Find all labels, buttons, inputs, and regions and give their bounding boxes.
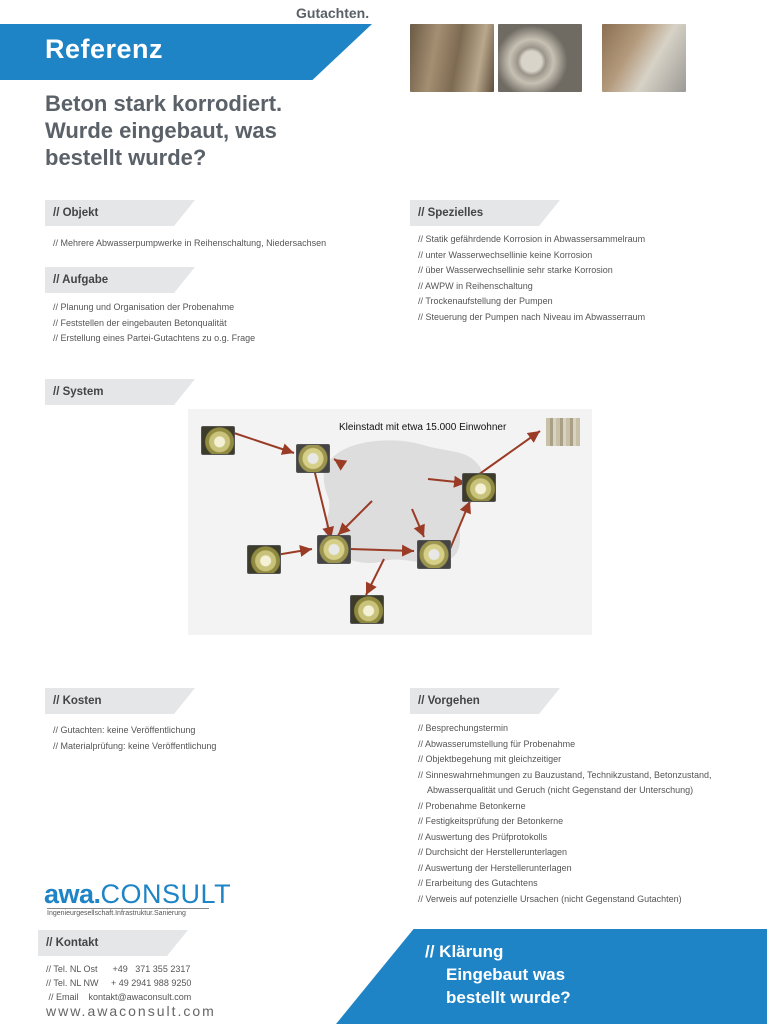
headline-line-2: Wurde eingebaut, was xyxy=(45,118,277,143)
kontakt-title: // Kontakt xyxy=(46,937,99,949)
list-item: // Steuerung der Pumpen nach Niveau im Abwasserraum xyxy=(418,311,646,322)
list-item: // Planung und Organisation der Probenahme xyxy=(53,302,235,312)
headline-line-3: bestellt wurde? xyxy=(45,145,207,170)
aufgabe-list xyxy=(53,300,255,347)
aufgabe-title: // Aufgabe xyxy=(53,274,109,286)
flow-arrow xyxy=(478,431,540,475)
list-item: // Auswertung des Prüfprotokolls xyxy=(418,831,548,842)
cta-line-2: Eingebaut was xyxy=(446,965,566,984)
vorgehen-list xyxy=(418,721,712,907)
contact-phone-nw[interactable]: // Tel. NL NW + 49 2941 988 9250 xyxy=(46,978,192,988)
list-item: // unter Wasserwechsellinie keine Korrosion xyxy=(418,249,593,260)
website-link[interactable]: www.awaconsult.com xyxy=(46,1003,216,1019)
contact-email[interactable]: // Email kontakt@awaconsult.com xyxy=(46,992,192,1002)
pump-station-photo xyxy=(602,24,686,92)
list-item: // Durchsicht der Herstellerunterlagen xyxy=(418,847,568,857)
pump-station-node xyxy=(462,473,496,502)
pump-station-node xyxy=(317,535,351,564)
list-item: // Verweis auf potenzielle Ursachen (nicht Gegenstand Gutachten) xyxy=(418,893,682,904)
cta-line-1: // Klärung xyxy=(425,942,504,961)
list-item: // Feststellen der eingebauten Betonqualität xyxy=(53,317,227,328)
headline-line-1: Beton stark korrodiert. xyxy=(45,91,283,116)
cta-text xyxy=(425,940,571,1009)
kosten-title: // Kosten xyxy=(53,695,102,707)
pump-station-node xyxy=(350,595,384,624)
flow-arrow xyxy=(234,433,294,453)
list-item: // Festigkeitsprüfung der Betonkerne xyxy=(418,816,564,826)
pump-station-node xyxy=(417,540,451,569)
spezielles-list xyxy=(418,232,645,325)
contact-details xyxy=(46,962,191,1004)
list-item: // Gutachten: keine Veröffentlichung xyxy=(53,725,196,735)
vorgehen-title: // Vorgehen xyxy=(418,695,480,707)
spezielles-title: // Spezielles xyxy=(418,207,484,219)
system-title: // System xyxy=(53,386,104,398)
kosten-list xyxy=(53,723,216,754)
list-item: // Mehrere Abwasserpumpwerke in Reihenschaltung, Niedersachsen xyxy=(53,238,327,248)
list-item: // AWPW in Reihenschaltung xyxy=(418,280,533,291)
list-item: // Materialprüfung: keine Veröffentlichung xyxy=(53,740,217,751)
contact-phone-ost[interactable]: // Tel. NL Ost +49 371 355 2317 xyxy=(46,964,191,974)
pump-station-node xyxy=(247,545,281,574)
company-logo xyxy=(44,879,231,910)
diagram-caption: Kleinstadt mit etwa 15.000 Einwohner xyxy=(339,422,507,433)
list-item: // Auswertung der Herstellerunterlagen xyxy=(418,862,572,873)
list-item: Abwasserqualität und Geruch (nicht Gegenstand der Unterschung) xyxy=(427,785,694,795)
page-title: Referenz xyxy=(45,34,164,64)
flow-arrow xyxy=(366,559,384,595)
treatment-plant-photo xyxy=(546,418,580,446)
objekt-title: // Objekt xyxy=(53,207,99,219)
system-diagram xyxy=(188,409,592,635)
list-item: // Erarbeitung des Gutachtens xyxy=(418,878,538,888)
logo-tagline: Ingenieurgesellschaft.Infrastruktur.Sanierung xyxy=(47,908,209,917)
list-item: // Erstellung eines Partei-Gutachtens zu o.g. Frage xyxy=(53,333,256,343)
list-item: // Statik gefährdende Korrosion in Abwassersammelraum xyxy=(418,234,646,244)
category-label: Gutachten. xyxy=(296,5,370,21)
pump-station-node xyxy=(201,426,235,455)
logo-brand-consult: CONSULT xyxy=(100,879,232,909)
list-item: // Objektbegehung mit gleichzeitiger xyxy=(418,754,562,764)
headline xyxy=(45,90,365,171)
concrete-core-photo xyxy=(498,24,582,92)
list-item: // Besprechungstermin xyxy=(418,723,509,733)
list-item: // Sinneswahrnehmungen zu Bauzustand, Technikzustand, Betonzustand, xyxy=(418,769,712,780)
list-item: // Abwasserumstellung für Probenahme xyxy=(418,738,576,749)
cta-line-3: bestellt wurde? xyxy=(446,988,571,1007)
list-item: // über Wasserwechsellinie sehr starke Korrosion xyxy=(418,265,613,275)
logo-brand-awa: awa. xyxy=(44,879,101,909)
objekt-list xyxy=(53,236,326,252)
network-arrows xyxy=(188,409,592,635)
list-item: // Trockenaufstellung der Pumpen xyxy=(418,296,553,306)
corroded-concrete-photo xyxy=(410,24,494,92)
pump-station-node xyxy=(296,444,330,473)
list-item: // Probenahme Betonkerne xyxy=(418,800,526,811)
